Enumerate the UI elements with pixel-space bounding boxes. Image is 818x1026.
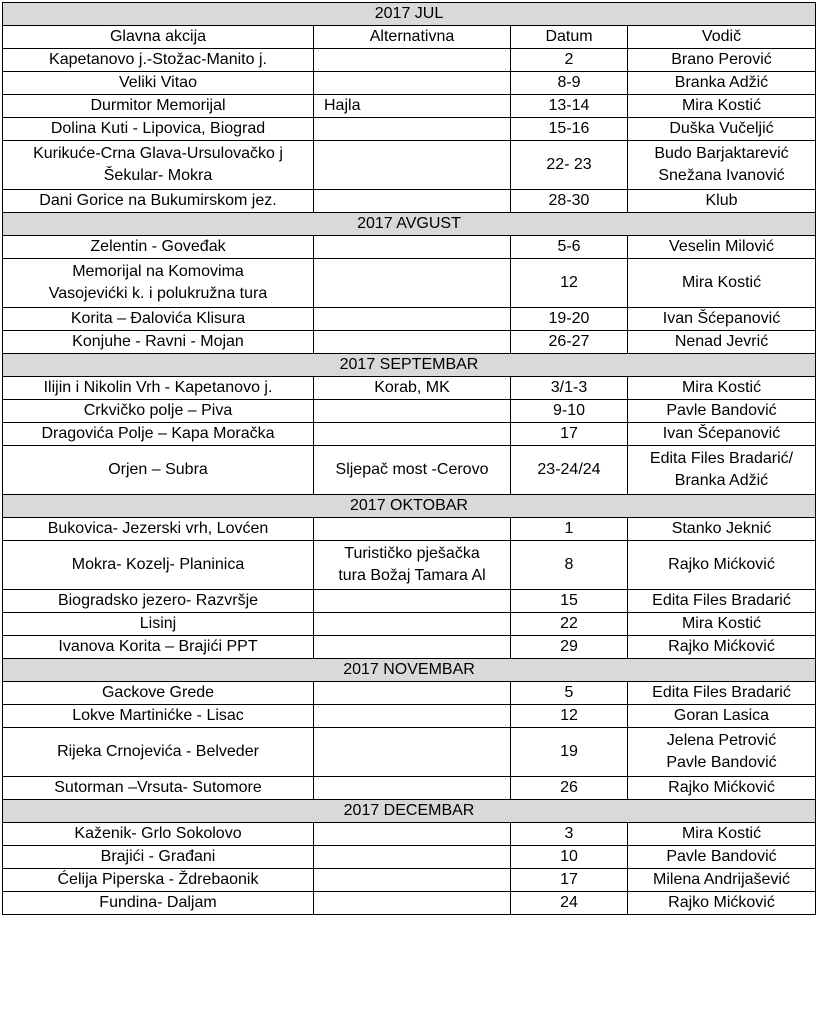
main-action-cell: [3, 377, 314, 400]
main-action-cell-line: Lisinj: [139, 615, 177, 632]
month-title: 2017 AVGUST: [3, 213, 816, 236]
main-action-cell-line: Ivanova Korita – Brajići PPT: [58, 638, 258, 655]
guide-cell: [628, 423, 816, 446]
table-row: [3, 95, 816, 118]
table-row: [3, 590, 816, 613]
guide-cell-line: Rajko Mićković: [668, 638, 775, 655]
guide-cell: [628, 446, 816, 495]
alternative-cell-line: Korab, MK: [374, 379, 450, 396]
alternative-cell: [314, 236, 511, 259]
table-row: [3, 331, 816, 354]
guide-cell: [628, 613, 816, 636]
alternative-cell: [314, 636, 511, 659]
alternative-cell: [314, 682, 511, 705]
table-row: [3, 49, 816, 72]
date-cell: 26: [511, 777, 628, 800]
guide-cell: [628, 259, 816, 308]
table-row: [3, 823, 816, 846]
main-action-cell-line: Veliki Vitao: [119, 74, 197, 91]
guide-cell-line: Branka Adžić: [674, 472, 769, 489]
main-action-cell-line: Rijeka Crnojevića - Belveder: [57, 743, 259, 760]
alternative-cell-line: Turističko pješačka: [344, 545, 480, 562]
main-action-cell: [3, 308, 314, 331]
table-row: [3, 446, 816, 495]
main-action-cell-line: Biogradsko jezero- Razvršje: [57, 592, 259, 609]
guide-cell-line: Nenad Jevrić: [674, 333, 769, 350]
guide-cell: [628, 682, 816, 705]
main-action-cell: [3, 590, 314, 613]
guide-cell-line: Stanko Jeknić: [671, 520, 772, 537]
table-row: [3, 636, 816, 659]
table-row: [3, 259, 816, 308]
guide-cell-line: Duška Vučeljić: [669, 120, 774, 137]
guide-cell-line: Pavle Bandović: [666, 754, 777, 771]
guide-cell: [628, 118, 816, 141]
table-row: [3, 377, 816, 400]
main-action-cell: [3, 141, 314, 190]
guide-cell-line: Goran Lasica: [673, 707, 770, 724]
guide-cell: [628, 636, 816, 659]
month-title: 2017 SEPTEMBAR: [3, 354, 816, 377]
date-cell: 3: [511, 823, 628, 846]
table-row: [3, 236, 816, 259]
guide-cell-line: Rajko Mićković: [668, 556, 775, 573]
alternative-cell: [314, 446, 511, 495]
main-action-cell: [3, 95, 314, 118]
alternative-cell: [314, 49, 511, 72]
main-action-cell: [3, 541, 314, 590]
date-cell: 26-27: [511, 331, 628, 354]
alternative-cell: [314, 823, 511, 846]
date-cell: 2: [511, 49, 628, 72]
date-cell: 17: [511, 869, 628, 892]
main-action-cell: [3, 728, 314, 777]
main-action-cell-line: Lokve Martinićke - Lisac: [72, 707, 244, 724]
date-cell: 9-10: [511, 400, 628, 423]
main-action-cell: [3, 823, 314, 846]
month-header-row: [3, 659, 816, 682]
date-cell: 29: [511, 636, 628, 659]
table-row: [3, 423, 816, 446]
guide-cell: [628, 892, 816, 915]
guide-cell: [628, 190, 816, 213]
date-cell: 1: [511, 518, 628, 541]
alternative-cell: [314, 423, 511, 446]
guide-cell: [628, 308, 816, 331]
main-action-cell-line: Ilijin i Nikolin Vrh - Kapetanovo j.: [43, 379, 273, 396]
main-action-cell: [3, 446, 314, 495]
guide-cell-line: Edita Files Bradarić: [652, 592, 791, 609]
guide-cell: [628, 541, 816, 590]
main-action-cell-line: Bukovica- Jezerski vrh, Lovćen: [47, 520, 269, 537]
date-cell: 15: [511, 590, 628, 613]
guide-cell-line: Ivan Šćepanović: [662, 310, 781, 327]
main-action-cell-line: Šekular- Mokra: [103, 167, 213, 184]
guide-cell-line: Mira Kostić: [681, 274, 762, 291]
guide-cell-line: Milena Andrijašević: [653, 871, 790, 888]
alternative-cell-line: Sljepač most -Cerovo: [335, 461, 489, 478]
main-action-cell-line: Kapetanovo j.-Stožac-Manito j.: [49, 51, 267, 68]
date-cell: 24: [511, 892, 628, 915]
table-row: [3, 728, 816, 777]
date-cell: 5: [511, 682, 628, 705]
guide-cell-line: Ivan Šćepanović: [662, 425, 781, 442]
date-cell: 5-6: [511, 236, 628, 259]
table-row: [3, 869, 816, 892]
guide-cell-line: Budo Barjaktarević: [654, 145, 789, 162]
guide-cell: [628, 518, 816, 541]
main-action-cell-line: Sutorman –Vrsuta- Sutomore: [54, 779, 262, 796]
date-cell: 12: [511, 705, 628, 728]
main-action-cell-line: Dragovića Polje – Kapa Moračka: [41, 425, 275, 442]
column-header-alt: Alternativna: [314, 26, 511, 49]
alternative-cell: [314, 728, 511, 777]
alternative-cell: [314, 705, 511, 728]
guide-cell: [628, 72, 816, 95]
main-action-cell-line: Fundina- Daljam: [99, 894, 217, 911]
alternative-cell: [314, 259, 511, 308]
month-title: 2017 NOVEMBAR: [3, 659, 816, 682]
date-cell: 10: [511, 846, 628, 869]
alternative-cell: [314, 400, 511, 423]
table-row: [3, 141, 816, 190]
table-row: [3, 400, 816, 423]
alternative-cell: [314, 518, 511, 541]
date-cell: 15-16: [511, 118, 628, 141]
guide-cell-line: Veselin Milović: [669, 238, 774, 255]
alternative-cell: [314, 331, 511, 354]
main-action-cell-line: Kurikuće-Crna Glava-Ursulovačko j: [33, 145, 283, 162]
alternative-cell: [314, 377, 511, 400]
guide-cell-line: Edita Files Bradarić: [652, 684, 791, 701]
main-action-cell-line: Konjuhe - Ravni - Mojan: [72, 333, 244, 350]
main-action-cell: [3, 118, 314, 141]
column-header-row: [3, 26, 816, 49]
table-row: [3, 308, 816, 331]
main-action-cell: [3, 705, 314, 728]
main-action-cell-line: Durmitor Memorijal: [90, 97, 226, 114]
date-cell: 19-20: [511, 308, 628, 331]
alternative-cell: [314, 892, 511, 915]
main-action-cell: [3, 613, 314, 636]
table-row: [3, 541, 816, 590]
guide-cell: [628, 95, 816, 118]
column-header-guide: Vodič: [628, 26, 816, 49]
guide-cell-line: Snežana Ivanović: [658, 167, 785, 184]
month-header-row: [3, 354, 816, 377]
column-header-main: Glavna akcija: [3, 26, 314, 49]
guide-cell-line: Pavle Bandović: [666, 402, 777, 419]
table-row: [3, 777, 816, 800]
guide-cell: [628, 331, 816, 354]
guide-cell: [628, 377, 816, 400]
guide-cell: [628, 400, 816, 423]
month-title: 2017 OKTOBAR: [3, 495, 816, 518]
table-row: [3, 190, 816, 213]
main-action-cell: [3, 190, 314, 213]
guide-cell-line: Mira Kostić: [681, 379, 762, 396]
date-cell: 13-14: [511, 95, 628, 118]
main-action-cell: [3, 400, 314, 423]
main-action-cell-line: Dani Gorice na Bukumirskom jez.: [39, 192, 277, 209]
main-action-cell-line: Memorijal na Komovima: [72, 263, 244, 280]
table-row: [3, 118, 816, 141]
guide-cell: [628, 728, 816, 777]
main-action-cell: [3, 331, 314, 354]
guide-cell: [628, 590, 816, 613]
table-row: [3, 518, 816, 541]
main-action-cell: [3, 682, 314, 705]
guide-cell-line: Edita Files Bradarić/: [649, 450, 794, 467]
guide-cell-line: Branka Adžić: [674, 74, 769, 91]
table-row: [3, 846, 816, 869]
alternative-cell: [314, 190, 511, 213]
date-cell: 22: [511, 613, 628, 636]
main-action-cell: [3, 423, 314, 446]
date-cell: 17: [511, 423, 628, 446]
table-row: [3, 613, 816, 636]
date-cell: 8: [511, 541, 628, 590]
date-cell: 28-30: [511, 190, 628, 213]
main-action-cell-line: Kaženik- Grlo Sokolovo: [74, 825, 242, 842]
main-action-cell-line: Dolina Kuti - Lipovica, Biograd: [50, 120, 266, 137]
alternative-cell: [314, 541, 511, 590]
main-action-cell-line: Zelentin - Goveđak: [90, 238, 226, 255]
main-action-cell: [3, 636, 314, 659]
guide-cell: [628, 141, 816, 190]
guide-cell-line: Rajko Mićković: [668, 779, 775, 796]
schedule-table: [2, 2, 816, 915]
main-action-cell: [3, 72, 314, 95]
date-cell: 19: [511, 728, 628, 777]
guide-cell-line: Jelena Petrović: [666, 732, 777, 749]
alternative-cell: [314, 613, 511, 636]
alternative-cell: [314, 308, 511, 331]
table-row: [3, 892, 816, 915]
guide-cell: [628, 869, 816, 892]
table-row: [3, 72, 816, 95]
main-action-cell: [3, 518, 314, 541]
main-action-cell-line: Crkvičko polje – Piva: [83, 402, 233, 419]
alternative-cell: [314, 118, 511, 141]
main-action-cell-line: Vasojevićki k. i polukružna tura: [48, 285, 268, 302]
guide-cell-line: Klub: [705, 192, 738, 209]
guide-cell: [628, 705, 816, 728]
main-action-cell-line: Ćelija Piperska - Ždrebaonik: [57, 871, 259, 888]
date-cell: 23-24/24: [511, 446, 628, 495]
main-action-cell: [3, 259, 314, 308]
guide-cell-line: Mira Kostić: [681, 97, 762, 114]
alternative-cell: [314, 777, 511, 800]
alternative-cell: [314, 95, 511, 118]
alternative-cell: [314, 141, 511, 190]
main-action-cell-line: Orjen – Subra: [108, 461, 208, 478]
main-action-cell: [3, 846, 314, 869]
guide-cell-line: Rajko Mićković: [668, 894, 775, 911]
main-action-cell-line: Brajići - Građani: [100, 848, 216, 865]
month-title: 2017 JUL: [3, 3, 816, 26]
main-action-cell: [3, 777, 314, 800]
alternative-cell-line: tura Božaj Tamara Al: [338, 567, 486, 584]
alternative-cell: [314, 846, 511, 869]
main-action-cell: [3, 869, 314, 892]
alternative-cell: [314, 590, 511, 613]
guide-cell: [628, 236, 816, 259]
date-cell: 12: [511, 259, 628, 308]
month-header-row: [3, 495, 816, 518]
guide-cell-line: Pavle Bandović: [666, 848, 777, 865]
schedule-body: [3, 3, 816, 915]
guide-cell-line: Mira Kostić: [681, 825, 762, 842]
main-action-cell-line: Gackove Grede: [101, 684, 215, 701]
date-cell: 8-9: [511, 72, 628, 95]
guide-cell-line: Brano Perović: [671, 51, 772, 68]
main-action-cell: [3, 892, 314, 915]
main-action-cell-line: Mokra- Kozelj- Planinica: [71, 556, 245, 573]
table-row: [3, 705, 816, 728]
guide-cell-line: Mira Kostić: [681, 615, 762, 632]
month-title: 2017 DECEMBAR: [3, 800, 816, 823]
alternative-cell: [314, 869, 511, 892]
date-cell: 22- 23: [511, 141, 628, 190]
alternative-cell-line: Hajla: [324, 97, 361, 114]
date-cell: 3/1-3: [511, 377, 628, 400]
month-header-row: [3, 213, 816, 236]
main-action-cell-line: Korita – Đalovića Klisura: [70, 310, 246, 327]
month-header-row: [3, 800, 816, 823]
main-action-cell: [3, 236, 314, 259]
guide-cell: [628, 777, 816, 800]
guide-cell: [628, 846, 816, 869]
column-header-date: Datum: [511, 26, 628, 49]
alternative-cell: [314, 72, 511, 95]
guide-cell: [628, 823, 816, 846]
table-row: [3, 682, 816, 705]
guide-cell: [628, 49, 816, 72]
month-header-row: [3, 3, 816, 26]
main-action-cell: [3, 49, 314, 72]
